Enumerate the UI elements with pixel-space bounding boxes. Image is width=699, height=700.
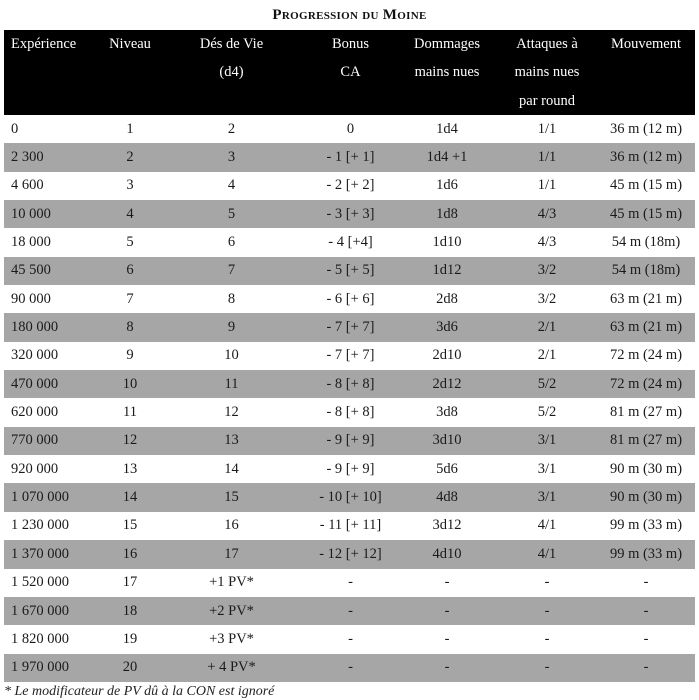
cell-bonus-ca: - 9 [+ 9] <box>326 432 375 449</box>
cell-mouvement: 36 m (12 m) <box>609 149 683 166</box>
header-dommages <box>397 30 497 115</box>
header-bonus-ca-line2: CA <box>340 64 361 81</box>
cell-mouvement: 90 m (30 m) <box>609 489 683 506</box>
cell-attaques: - <box>544 659 550 676</box>
header-mouvement <box>597 30 695 115</box>
cell-experience: 180 000 <box>11 319 59 336</box>
cell-mouvement: 63 m (21 m) <box>609 290 683 307</box>
cell-bonus-ca: - 11 [+ 11] <box>319 517 382 534</box>
cell-experience: 320 000 <box>11 347 59 364</box>
cell-dommages: 3d12 <box>432 517 462 534</box>
cell-mouvement: 45 m (15 m) <box>609 177 683 194</box>
cell-bonus-ca: - 8 [+ 8] <box>326 404 375 421</box>
cell-attaques: - <box>544 574 550 591</box>
cell-experience: 920 000 <box>11 460 59 477</box>
cell-attaques: 1/1 <box>537 177 557 194</box>
cell-dommages: 1d12 <box>432 262 462 279</box>
cell-des-de-vie: 8 <box>227 290 236 307</box>
cell-niveau: 4 <box>126 205 134 222</box>
cell-attaques: 4/3 <box>537 234 557 251</box>
cell-experience: 1 070 000 <box>11 489 69 506</box>
cell-des-de-vie: 2 <box>227 120 236 137</box>
footnote: * Le modificateur de PV dû à la CON est ignoré <box>4 684 275 699</box>
cell-bonus-ca: 0 <box>346 120 355 137</box>
cell-des-de-vie: 16 <box>224 517 239 534</box>
cell-dommages: - <box>444 574 450 591</box>
cell-dommages: 3d8 <box>436 404 458 421</box>
cell-attaques: 1/1 <box>537 120 557 137</box>
table-row <box>4 313 695 341</box>
cell-dommages: 2d12 <box>432 375 462 392</box>
cell-niveau: 9 <box>126 347 134 364</box>
cell-des-de-vie: 13 <box>224 432 239 449</box>
cell-mouvement: 99 m (33 m) <box>609 517 683 534</box>
header-des-de-vie <box>159 30 304 115</box>
cell-niveau: 5 <box>126 234 134 251</box>
cell-des-de-vie: +1 PV* <box>209 574 254 591</box>
header-niveau <box>101 30 159 115</box>
cell-des-de-vie: 5 <box>227 205 236 222</box>
table-row <box>4 370 695 398</box>
cell-experience: 0 <box>11 120 19 137</box>
cell-bonus-ca: - 7 [+ 7] <box>326 347 375 364</box>
cell-des-de-vie: 12 <box>224 404 239 421</box>
table-row <box>4 115 695 143</box>
cell-attaques: 4/1 <box>537 545 557 562</box>
cell-attaques: 3/1 <box>537 489 557 506</box>
cell-bonus-ca: - 12 [+ 12] <box>319 545 382 562</box>
cell-mouvement: 36 m (12 m) <box>609 120 683 137</box>
header-dommages-line1: Dommages <box>413 36 481 52</box>
cell-mouvement: 54 m (18m) <box>611 234 681 251</box>
cell-dommages: 3d6 <box>436 319 458 336</box>
cell-des-de-vie: 17 <box>224 545 239 562</box>
cell-bonus-ca: - 1 [+ 1] <box>326 149 375 166</box>
cell-attaques: 4/1 <box>537 517 557 534</box>
table-row <box>4 427 695 455</box>
cell-niveau: 8 <box>126 319 134 336</box>
cell-experience: 2 300 <box>11 149 44 166</box>
cell-dommages: 1d6 <box>436 177 458 194</box>
cell-niveau: 14 <box>122 489 138 506</box>
cell-mouvement: 81 m (27 m) <box>609 432 683 449</box>
cell-niveau: 1 <box>126 120 134 137</box>
cell-attaques: 2/1 <box>537 319 557 336</box>
table-row <box>4 172 695 200</box>
cell-mouvement: 81 m (27 m) <box>609 404 683 421</box>
cell-experience: 18 000 <box>11 234 51 251</box>
cell-experience: 1 970 000 <box>11 659 69 676</box>
cell-dommages: 4d8 <box>436 489 458 506</box>
cell-experience: 1 230 000 <box>11 517 69 534</box>
table-row <box>4 200 695 228</box>
table-row <box>4 455 695 483</box>
header-attaques-line2: mains nues <box>514 64 580 81</box>
cell-niveau: 19 <box>122 630 138 647</box>
cell-mouvement: - <box>643 630 649 647</box>
cell-des-de-vie: 4 <box>227 177 236 194</box>
cell-des-de-vie: +3 PV* <box>209 630 254 647</box>
cell-dommages: 1d8 <box>436 205 458 222</box>
cell-niveau: 13 <box>122 460 138 477</box>
cell-mouvement: 54 m (18m) <box>611 262 681 279</box>
header-niveau-label: Niveau <box>109 36 151 52</box>
header-dommages-line2: mains nues <box>414 64 480 81</box>
header-des-de-vie-line1: Dés de Vie <box>199 36 264 52</box>
cell-attaques: 3/2 <box>537 290 557 307</box>
table-row <box>4 228 695 256</box>
cell-des-de-vie: 9 <box>227 319 236 336</box>
cell-attaques: 5/2 <box>537 375 557 392</box>
cell-bonus-ca: - 4 [+4] <box>328 234 373 251</box>
table-body <box>4 115 695 682</box>
cell-experience: 470 000 <box>11 375 59 392</box>
header-des-de-vie-line2: (d4) <box>219 64 244 81</box>
progression-table <box>4 30 695 682</box>
table-row <box>4 257 695 285</box>
header-row <box>4 30 695 115</box>
cell-experience: 90 000 <box>11 290 51 307</box>
cell-experience: 10 000 <box>11 205 51 222</box>
cell-bonus-ca: - <box>348 630 353 647</box>
cell-mouvement: - <box>643 659 649 676</box>
cell-niveau: 15 <box>122 517 138 534</box>
table-row <box>4 569 695 597</box>
cell-des-de-vie: 3 <box>227 149 236 166</box>
header-attaques <box>497 30 597 115</box>
cell-bonus-ca: - 3 [+ 3] <box>326 205 375 222</box>
table-row <box>4 512 695 540</box>
cell-attaques: 2/1 <box>537 347 557 364</box>
cell-attaques: 5/2 <box>537 404 557 421</box>
cell-bonus-ca: - 2 [+ 2] <box>326 177 375 194</box>
cell-mouvement: 90 m (30 m) <box>609 460 683 477</box>
cell-bonus-ca: - 6 [+ 6] <box>326 290 375 307</box>
cell-niveau: 6 <box>126 262 134 279</box>
cell-dommages: 3d10 <box>432 432 462 449</box>
table-row <box>4 597 695 625</box>
cell-experience: 1 820 000 <box>11 630 69 647</box>
table-row <box>4 285 695 313</box>
cell-attaques: 1/1 <box>537 149 557 166</box>
cell-attaques: 3/2 <box>537 262 557 279</box>
cell-dommages: - <box>444 659 450 676</box>
cell-dommages: 1d10 <box>432 234 462 251</box>
cell-bonus-ca: - 10 [+ 10] <box>319 489 382 506</box>
cell-attaques: - <box>544 602 550 619</box>
cell-niveau: 20 <box>122 659 138 676</box>
cell-niveau: 16 <box>122 545 138 562</box>
cell-dommages: 4d10 <box>432 545 462 562</box>
cell-attaques: 3/1 <box>537 460 557 477</box>
cell-attaques: 3/1 <box>537 432 557 449</box>
cell-dommages: - <box>444 602 450 619</box>
cell-dommages: 2d10 <box>432 347 462 364</box>
cell-mouvement: 72 m (24 m) <box>609 347 683 364</box>
cell-experience: 4 600 <box>11 177 44 194</box>
table-row <box>4 342 695 370</box>
cell-niveau: 3 <box>126 177 134 194</box>
cell-mouvement: - <box>643 574 649 591</box>
cell-niveau: 12 <box>122 432 138 449</box>
cell-bonus-ca: - 5 [+ 5] <box>326 262 375 279</box>
table-row <box>4 625 695 653</box>
cell-attaques: - <box>544 630 550 647</box>
cell-dommages: 1d4 +1 <box>426 149 468 166</box>
cell-des-de-vie: 6 <box>227 234 236 251</box>
cell-niveau: 2 <box>126 149 134 166</box>
header-mouvement-label: Mouvement <box>610 36 682 52</box>
cell-attaques: 4/3 <box>537 205 557 222</box>
cell-dommages: 5d6 <box>436 460 458 477</box>
header-bonus-ca <box>304 30 397 115</box>
cell-dommages: 1d4 <box>436 120 458 137</box>
cell-niveau: 11 <box>123 404 137 421</box>
header-bonus-ca-line1: Bonus <box>331 36 370 52</box>
table-row <box>4 654 695 682</box>
cell-experience: 1 370 000 <box>11 545 69 562</box>
cell-niveau: 10 <box>122 375 138 392</box>
header-attaques-line3: par round <box>519 92 575 109</box>
header-attaques-line1: Attaques à <box>516 36 578 52</box>
cell-mouvement: - <box>643 602 649 619</box>
table-row <box>4 398 695 426</box>
cell-bonus-ca: - <box>348 574 353 591</box>
table-title: Progression du Moine <box>272 7 427 23</box>
cell-experience: 45 500 <box>11 262 51 279</box>
cell-bonus-ca: - <box>348 659 353 676</box>
cell-experience: 620 000 <box>11 404 59 421</box>
header-experience-label: Expérience <box>11 36 77 52</box>
cell-niveau: 18 <box>122 602 138 619</box>
cell-experience: 1 670 000 <box>11 602 69 619</box>
cell-des-de-vie: 7 <box>227 262 236 279</box>
header-experience <box>4 30 101 115</box>
cell-bonus-ca: - 7 [+ 7] <box>326 319 375 336</box>
table-row <box>4 483 695 511</box>
cell-mouvement: 72 m (24 m) <box>609 375 683 392</box>
cell-mouvement: 45 m (15 m) <box>609 205 683 222</box>
cell-bonus-ca: - 8 [+ 8] <box>326 375 375 392</box>
cell-dommages: - <box>444 630 450 647</box>
cell-bonus-ca: - <box>348 602 353 619</box>
cell-mouvement: 99 m (33 m) <box>609 545 683 562</box>
cell-niveau: 17 <box>122 574 138 591</box>
cell-des-de-vie: +2 PV* <box>209 602 254 619</box>
cell-bonus-ca: - 9 [+ 9] <box>326 460 375 477</box>
cell-dommages: 2d8 <box>436 290 458 307</box>
cell-des-de-vie: 10 <box>224 347 239 364</box>
cell-experience: 770 000 <box>11 432 59 449</box>
cell-des-de-vie: 11 <box>224 375 239 392</box>
cell-des-de-vie: 15 <box>224 489 239 506</box>
cell-niveau: 7 <box>126 290 134 307</box>
table-row <box>4 143 695 171</box>
cell-des-de-vie: + 4 PV* <box>207 659 256 676</box>
cell-experience: 1 520 000 <box>11 574 69 591</box>
table-row <box>4 540 695 568</box>
cell-mouvement: 63 m (21 m) <box>609 319 683 336</box>
cell-des-de-vie: 14 <box>224 460 239 477</box>
